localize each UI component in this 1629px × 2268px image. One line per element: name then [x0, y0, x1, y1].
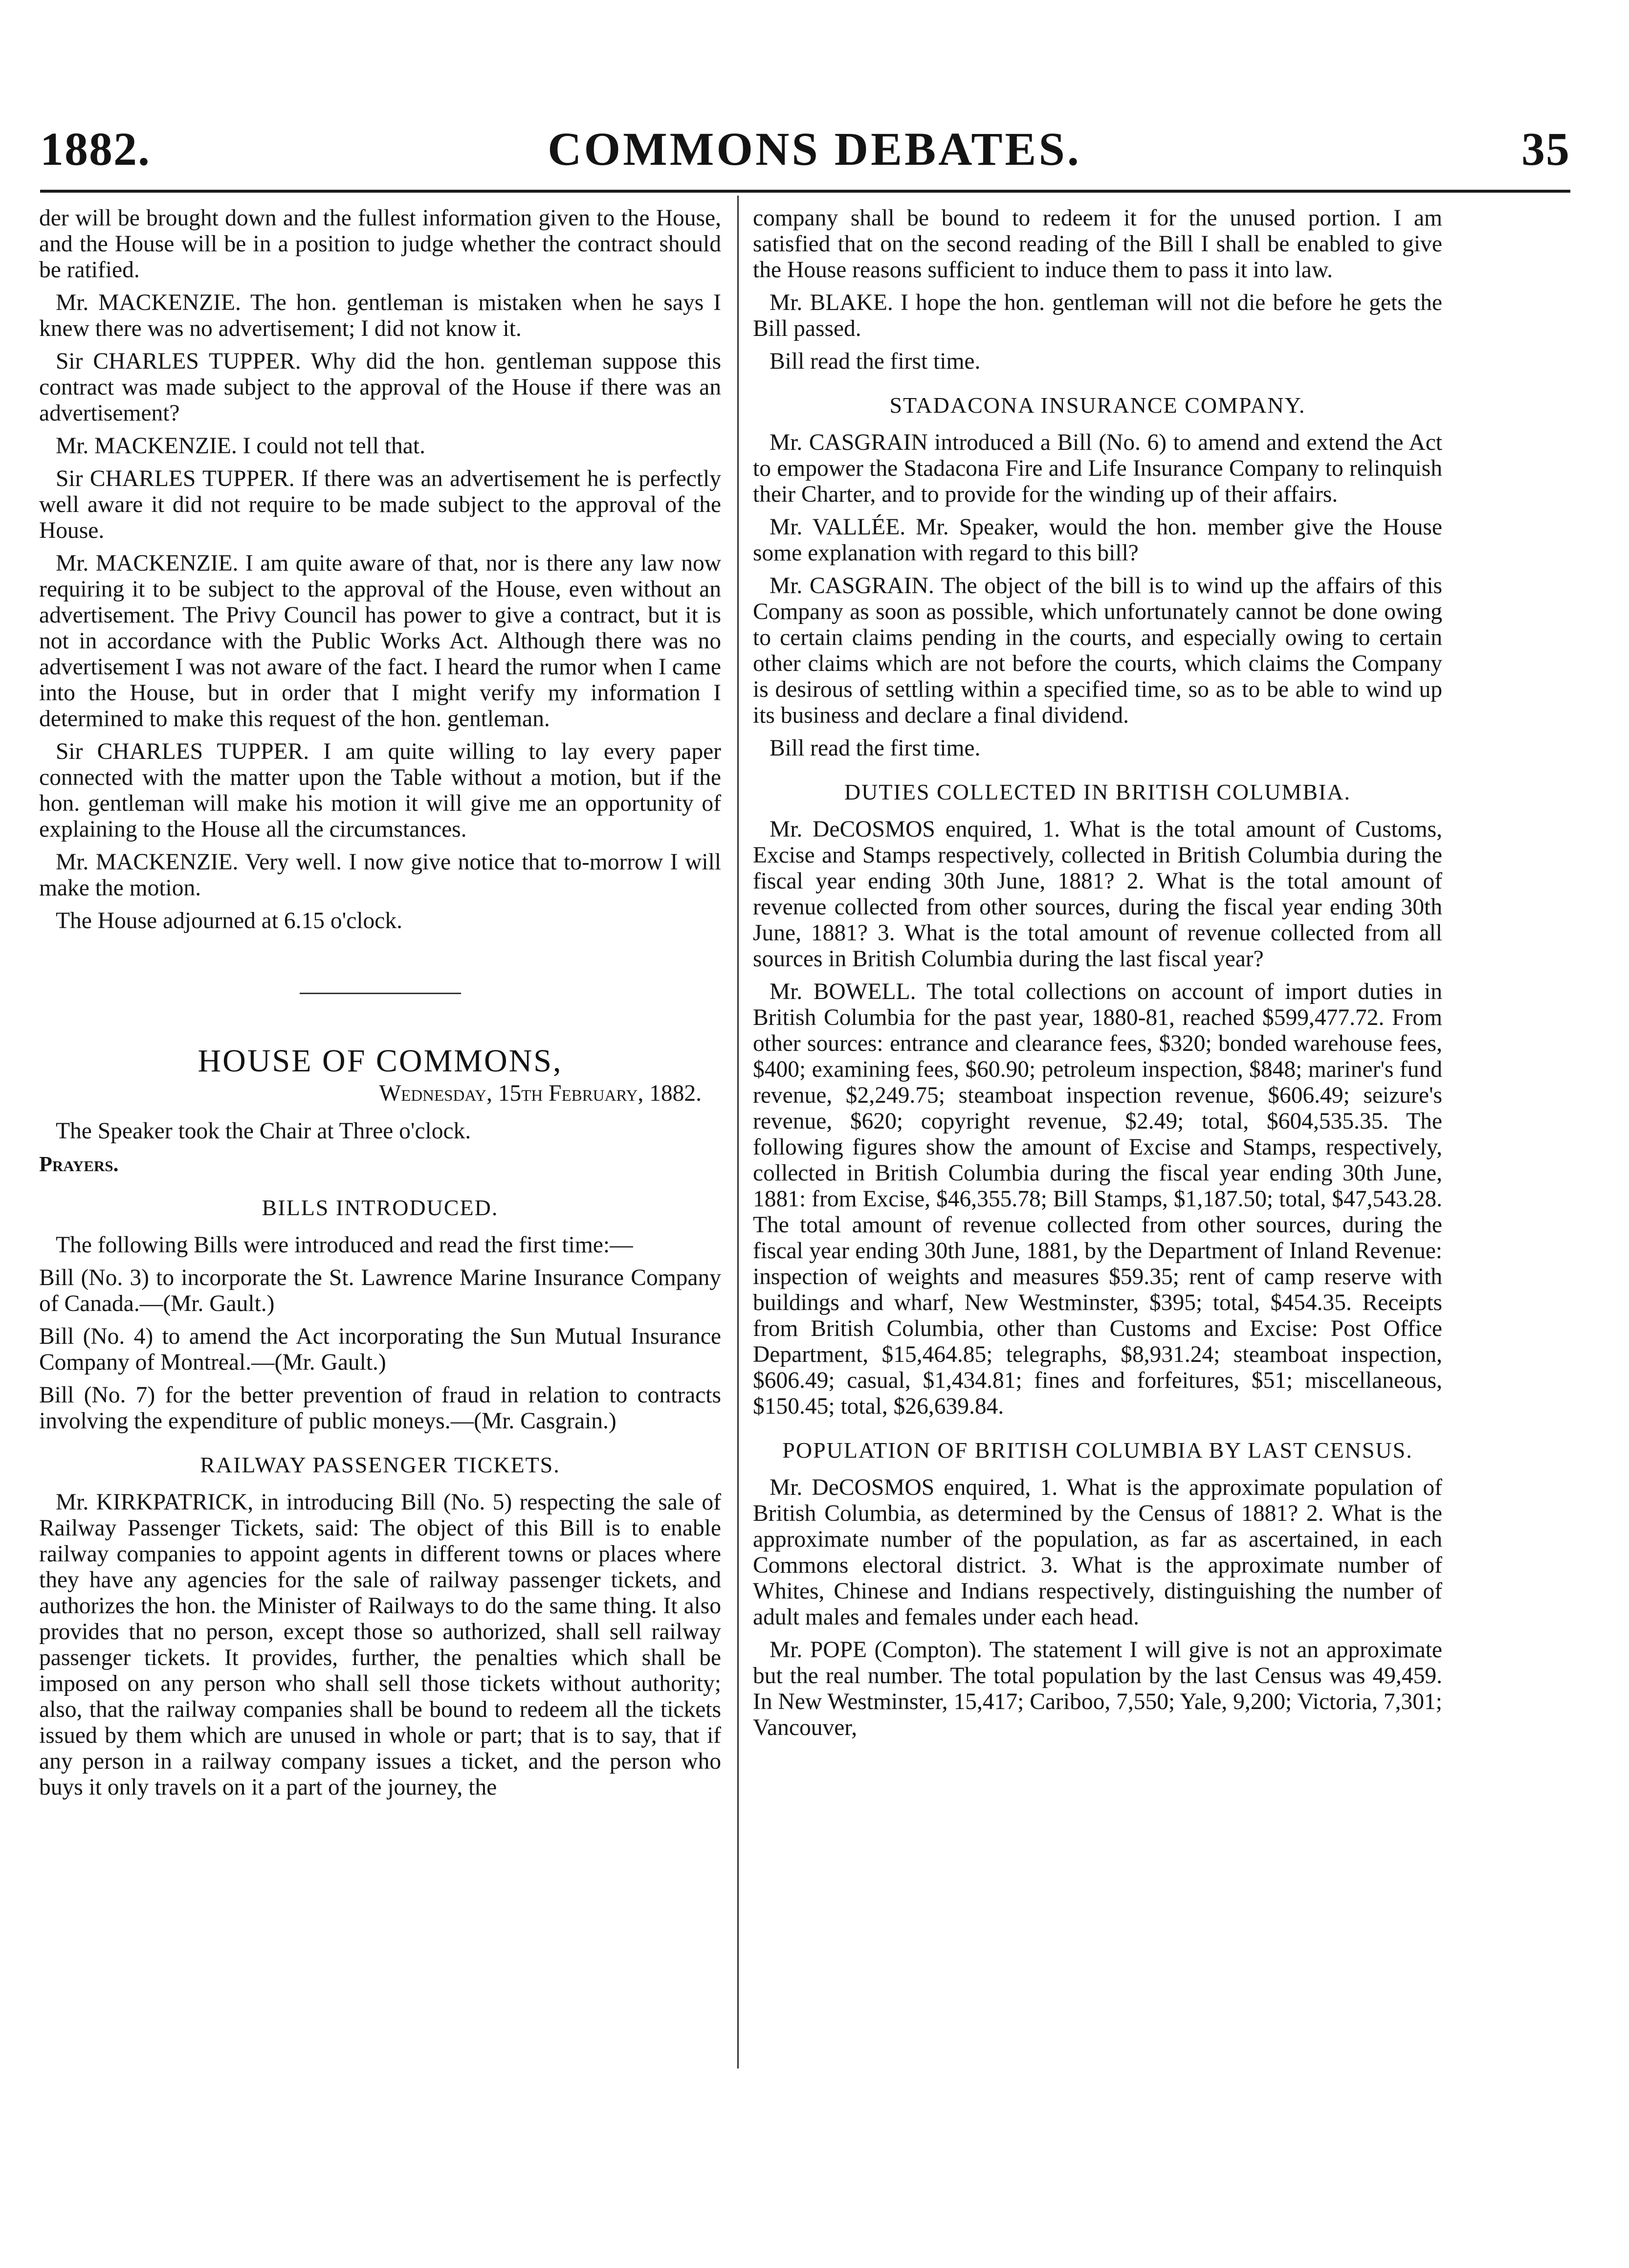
- section-divider: [300, 993, 461, 994]
- paragraph: Bill read the first time.: [770, 349, 981, 374]
- paragraph: Sir CHARLES TUPPER. I am quite willing to lay every paper connected with the matter upon the Table without a motion, but if the hon. gentleman will make his motion it will give me an opportunity of explaining to the House all the circumstances.: [39, 739, 721, 842]
- paragraph: Mr. MACKENZIE. I could not tell that.: [56, 433, 425, 459]
- page-number: 35: [1521, 123, 1570, 175]
- section-title-bills: BILLS INTRODUCED.: [262, 1195, 499, 1220]
- paragraph: Mr. MACKENZIE. The hon. gentleman is mistaken when he says I knew there was no advertisement; I did not know it.: [39, 290, 721, 341]
- paragraph: der will be brought down and the fullest information given to the House, and the House will be in a position to judge whether the contract should be ratified.: [39, 205, 721, 283]
- sitting-date: Wednesday, 15th February, 1882.: [379, 1081, 702, 1106]
- section-title-duties: DUTIES COLLECTED IN BRITISH COLUMBIA.: [844, 779, 1351, 804]
- paragraph: The House adjourned at 6.15 o'clock.: [56, 908, 402, 934]
- paragraph: company shall be bound to redeem it for the unused portion. I am satisfied that on the second reading of the Bill I shall be enabled to give the House reasons sufficient to induce them to pass it into law.: [753, 205, 1442, 283]
- section-title-stadacona: STADACONA INSURANCE COMPANY.: [889, 393, 1306, 418]
- paragraph: Mr. CASGRAIN introduced a Bill (No. 6) to amend and extend the Act to empower the Stadacona Fire and Life Insurance Company to relinquish their Charter, and to provide for the winding up of their affairs.: [753, 430, 1442, 507]
- page-header: [0, 122, 1629, 176]
- bill-entry: Bill (No. 4) to amend the Act incorporating the Sun Mutual Insurance Company of Montreal.—(Mr. Gault.): [39, 1324, 721, 1375]
- paragraph: Mr. POPE (Compton). The statement I will give is not an approximate but the real number. The total population by the last Census was 49,459. In New Westminster, 15,417; Cariboo, 7,550; Yale, 9,200; Victoria, 7,301; Vancouver,: [753, 1637, 1442, 1740]
- right-column: [753, 205, 1442, 1748]
- header-title: COMMONS DEBATES.: [548, 123, 1081, 175]
- bill-entry: Bill (No. 7) for the better prevention of fraud in relation to contracts involving the expenditure of public moneys.—(Mr. Casgrain.): [39, 1382, 721, 1434]
- section-title-railway: RAILWAY PASSENGER TICKETS.: [200, 1452, 560, 1477]
- paragraph: Mr. KIRKPATRICK, in introducing Bill (No. 5) respecting the sale of Railway Passenger Tickets, said: The object of this Bill is to enable railway companies to appoint agents in different towns or places where they have any agencies for the sale of railway passenger tickets, and authorizes the hon. the Minister of Railways to do the same thing. It also provides that no person, except those so authorized, shall sell railway passenger tickets. It provides, further, the penalties which shall be imposed on any person who shall sell those tickets without authority; also, that the railway companies shall be bound to redeem all the tickets issued by them which are unused in whole or part; that is to say, that if any person in a railway company issues a ticket, and the person who buys it only travels on it a part of the journey, the: [39, 1490, 721, 1800]
- house-heading: HOUSE OF COMMONS,: [198, 1043, 563, 1079]
- column-divider: [737, 196, 739, 2068]
- paragraph: Mr. MACKENZIE. I am quite aware of that, nor is there any law now requiring it to be subject to the approval of the House, even without an advertisement. The Privy Council has power to give a contract, but it is not in accordance with the Public Works Act. Although there was no advertisement I was not aware of the fact. I heard the rumor when I came into the House, but in order that I might verify my information I determined to make this request of the hon. gentleman.: [39, 551, 721, 732]
- header-year: 1882.: [40, 123, 151, 175]
- paragraph: Mr. BLAKE. I hope the hon. gentleman will not die before he gets the Bill passed.: [753, 290, 1442, 341]
- paragraph: Sir CHARLES TUPPER. If there was an advertisement he is perfectly well aware it did not require to be made subject to the approval of the House.: [39, 466, 721, 543]
- left-column: [39, 205, 721, 1807]
- paragraph: Mr. VALLÉE. Mr. Speaker, would the hon. member give the House some explanation with regard to this bill?: [753, 514, 1442, 566]
- section-title-population: POPULATION OF BRITISH COLUMBIA BY LAST CENSUS.: [782, 1438, 1413, 1463]
- paragraph: Mr. BOWELL. The total collections on account of import duties in British Columbia for the past year, 1880-81, reached $599,477.72. From other sources: entrance and clearance fees, $320; bonded warehouse fees, $400; examining fees, $60.90; petroleum inspection, $848; mariner's fund revenue, $2,249.75; steamboat inspection revenue, $606.49; seizure's revenue, $620; copyright revenue, $2.49; total, $604,535.35. The following figures show the amount of Excise and Stamps, respectively, collected in British Columbia during the fiscal year ending 30th June, 1881: from Excise, $46,355.78; Bill Stamps, $1,187.50; total, $47,543.28. The total amount of revenue collected from other sources, during the fiscal year ending 30th June, 1881, by the Department of Inland Revenue: inspection of weights and measures $59.35; rent of camp reserve with buildings and wharf, New Westminster, $395; total, $454.35. Receipts from British Columbia, other than Customs and Excise: Post Office Department, $15,464.85; telegraphs, $8,931.24; steamboat inspection, $606.49; casual, $1,434.81; fines and forfeitures, $51; miscellaneous, $150.45; total, $26,639.84.: [753, 979, 1442, 1419]
- speaker-line: The Speaker took the Chair at Three o'clock.: [56, 1118, 471, 1144]
- paragraph: Sir CHARLES TUPPER. Why did the hon. gentleman suppose this contract was made subject to the approval of the House if there was an advertisement?: [39, 349, 721, 426]
- header-rule: [40, 190, 1570, 193]
- paragraph: Mr. DeCOSMOS enquired, 1. What is the total amount of Customs, Excise and Stamps respectively, collected in British Columbia during the fiscal year ending 30th June, 1881? 2. What is the total amount of revenue collected from other sources, during the fiscal year ending 30th June, 1881? 3. What is the total amount of revenue collected from all sources in British Columbia during the last fiscal year?: [753, 817, 1442, 972]
- paragraph: Mr. CASGRAIN. The object of the bill is to wind up the affairs of this Company as soon as possible, which unfortunately cannot be done owing to certain claims pending in the courts, and especially owing to certain other claims which are not before the courts, which claims the Company is desirous of settling within a specified time, so as to be able to wind up its business and declare a final dividend.: [753, 573, 1442, 728]
- paragraph: Mr. DeCOSMOS enquired, 1. What is the approximate population of British Columbia, as determined by the Census of 1881? 2. What is the approximate number of the population, as far as ascertained, in each Commons electoral district. 3. What is the approximate number of Whites, Chinese and Indians respectively, distinguishing the number of adult males and females under each head.: [753, 1475, 1442, 1630]
- paragraph: Mr. MACKENZIE. Very well. I now give notice that to-morrow I will make the motion.: [39, 849, 721, 901]
- bill-entry: Bill (No. 3) to incorporate the St. Lawrence Marine Insurance Company of Canada.—(Mr. Gault.): [39, 1265, 721, 1316]
- paragraph: Bill read the first time.: [770, 735, 981, 761]
- prayers-label: Prayers.: [39, 1152, 119, 1176]
- paragraph: The following Bills were introduced and read the first time:—: [56, 1232, 633, 1258]
